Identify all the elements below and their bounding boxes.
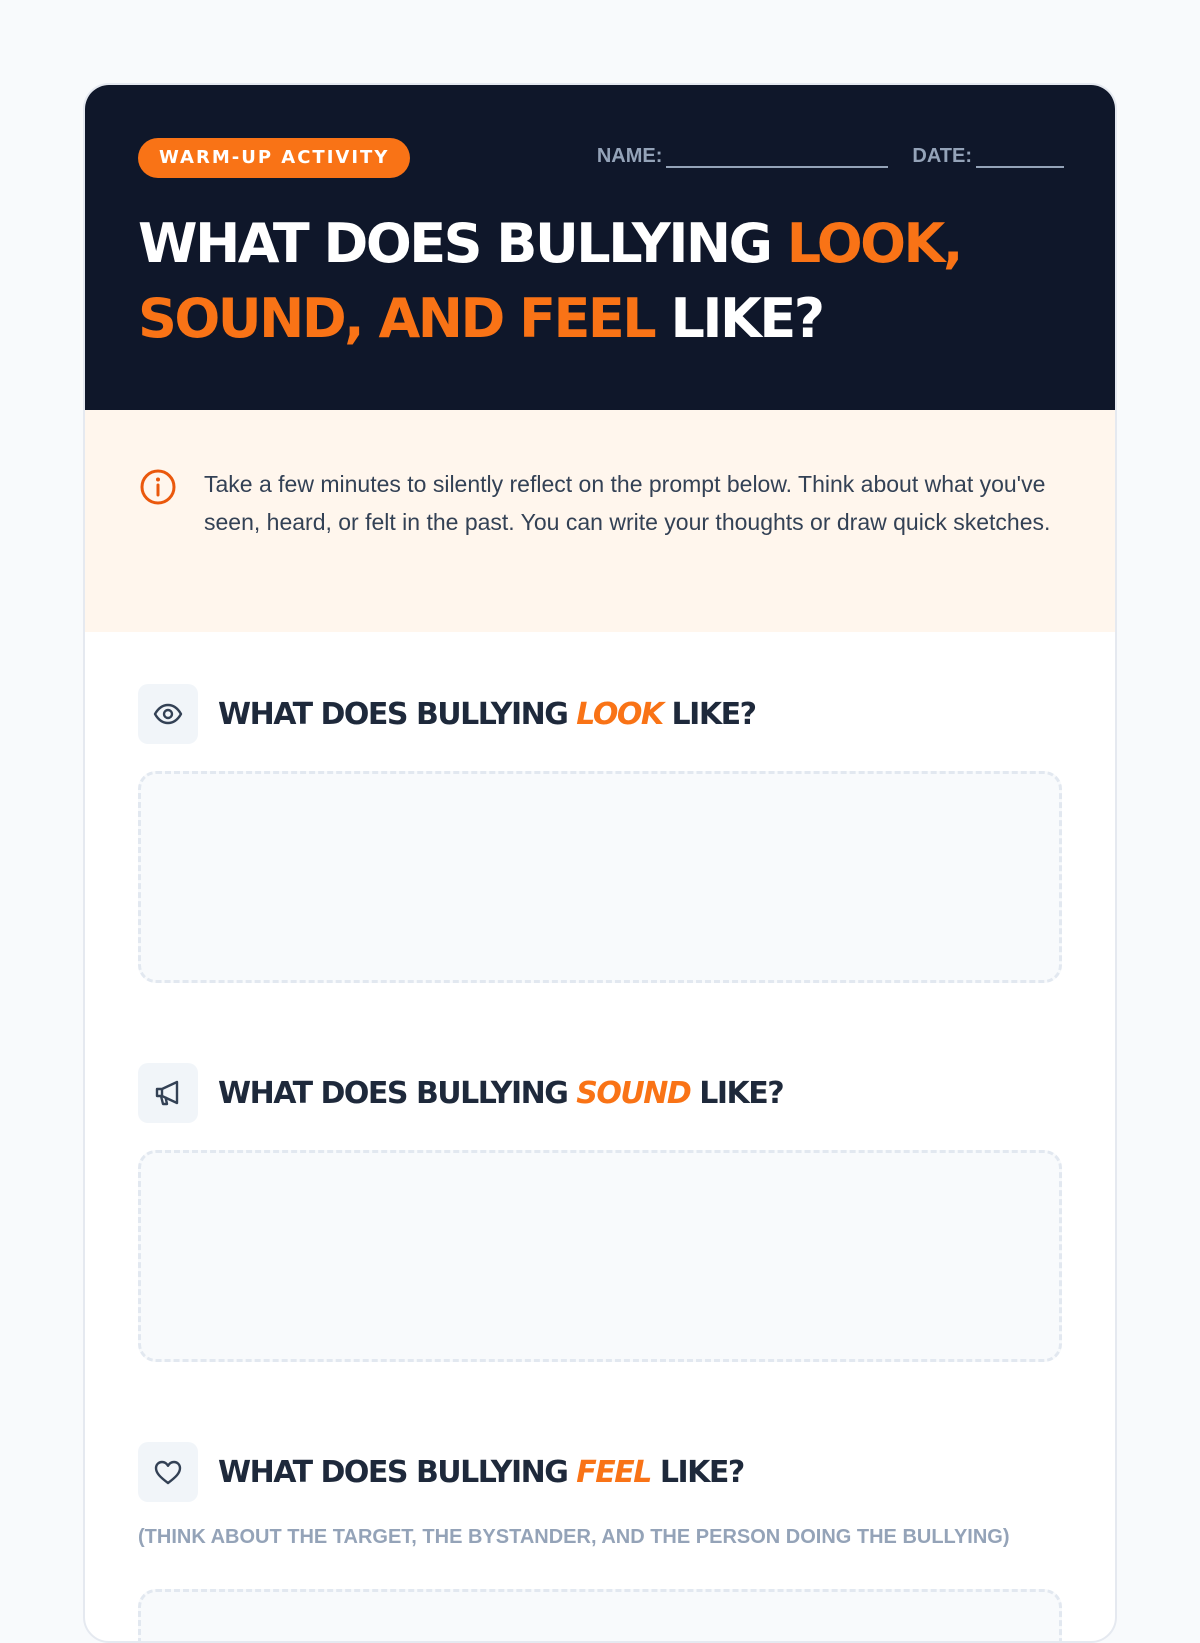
section-sound [138,1063,1062,1362]
heart-icon [138,1442,198,1502]
activity-badge: WARM-UP ACTIVITY [138,138,410,178]
date-line[interactable] [976,148,1064,168]
section-title-prefix: WHAT DOES BULLYING [218,1075,577,1111]
section-title-suffix: LIKE? [662,696,756,732]
section-title [218,1076,783,1111]
title-accent: LOOK, SOUND, AND FEEL [138,212,961,350]
title-part-1: WHAT DOES BULLYING [138,212,787,275]
section-title-emphasis: LOOK [576,696,663,732]
page-title [138,206,1062,356]
answer-box-look[interactable] [138,771,1062,983]
name-label: NAME: [596,145,663,167]
answer-box-sound[interactable] [138,1150,1062,1362]
answer-box-feel[interactable] [138,1589,1062,1643]
section-heading [138,684,1062,744]
worksheet-header [85,85,1115,410]
worksheet-card [83,83,1117,1643]
date-field[interactable] [912,145,1064,168]
instructions-text: Take a few minutes to silently reflect on the prompt below. Think about what you've seen, heard, or felt in the past. You can write your thoughts or draw quick sketches. [204,471,1051,535]
name-field[interactable] [597,145,889,168]
instructions-callout [85,410,1115,632]
title-part-2: LIKE? [654,287,823,350]
prompt-sections [85,632,1115,1643]
section-title-emphasis: FEEL [576,1454,651,1490]
section-title-prefix: WHAT DOES BULLYING [218,1454,577,1490]
section-title [218,697,755,732]
section-feel [138,1442,1062,1643]
section-title-emphasis: SOUND [576,1075,691,1111]
section-heading [138,1063,1062,1123]
date-label: DATE: [912,145,972,167]
section-title-suffix: LIKE? [650,1454,744,1490]
info-circle-icon [138,467,178,507]
eye-icon [138,684,198,744]
section-heading [138,1442,1062,1502]
section-title-suffix: LIKE? [690,1075,784,1111]
section-look [138,684,1062,983]
name-line[interactable] [666,148,888,168]
section-hint: (THINK ABOUT THE TARGET, THE BYSTANDER, AND THE PERSON DOING THE BULLYING) [138,1526,1010,1548]
section-title-prefix: WHAT DOES BULLYING [218,696,577,732]
student-info [597,145,1064,168]
section-title [218,1455,744,1490]
megaphone-icon [138,1063,198,1123]
